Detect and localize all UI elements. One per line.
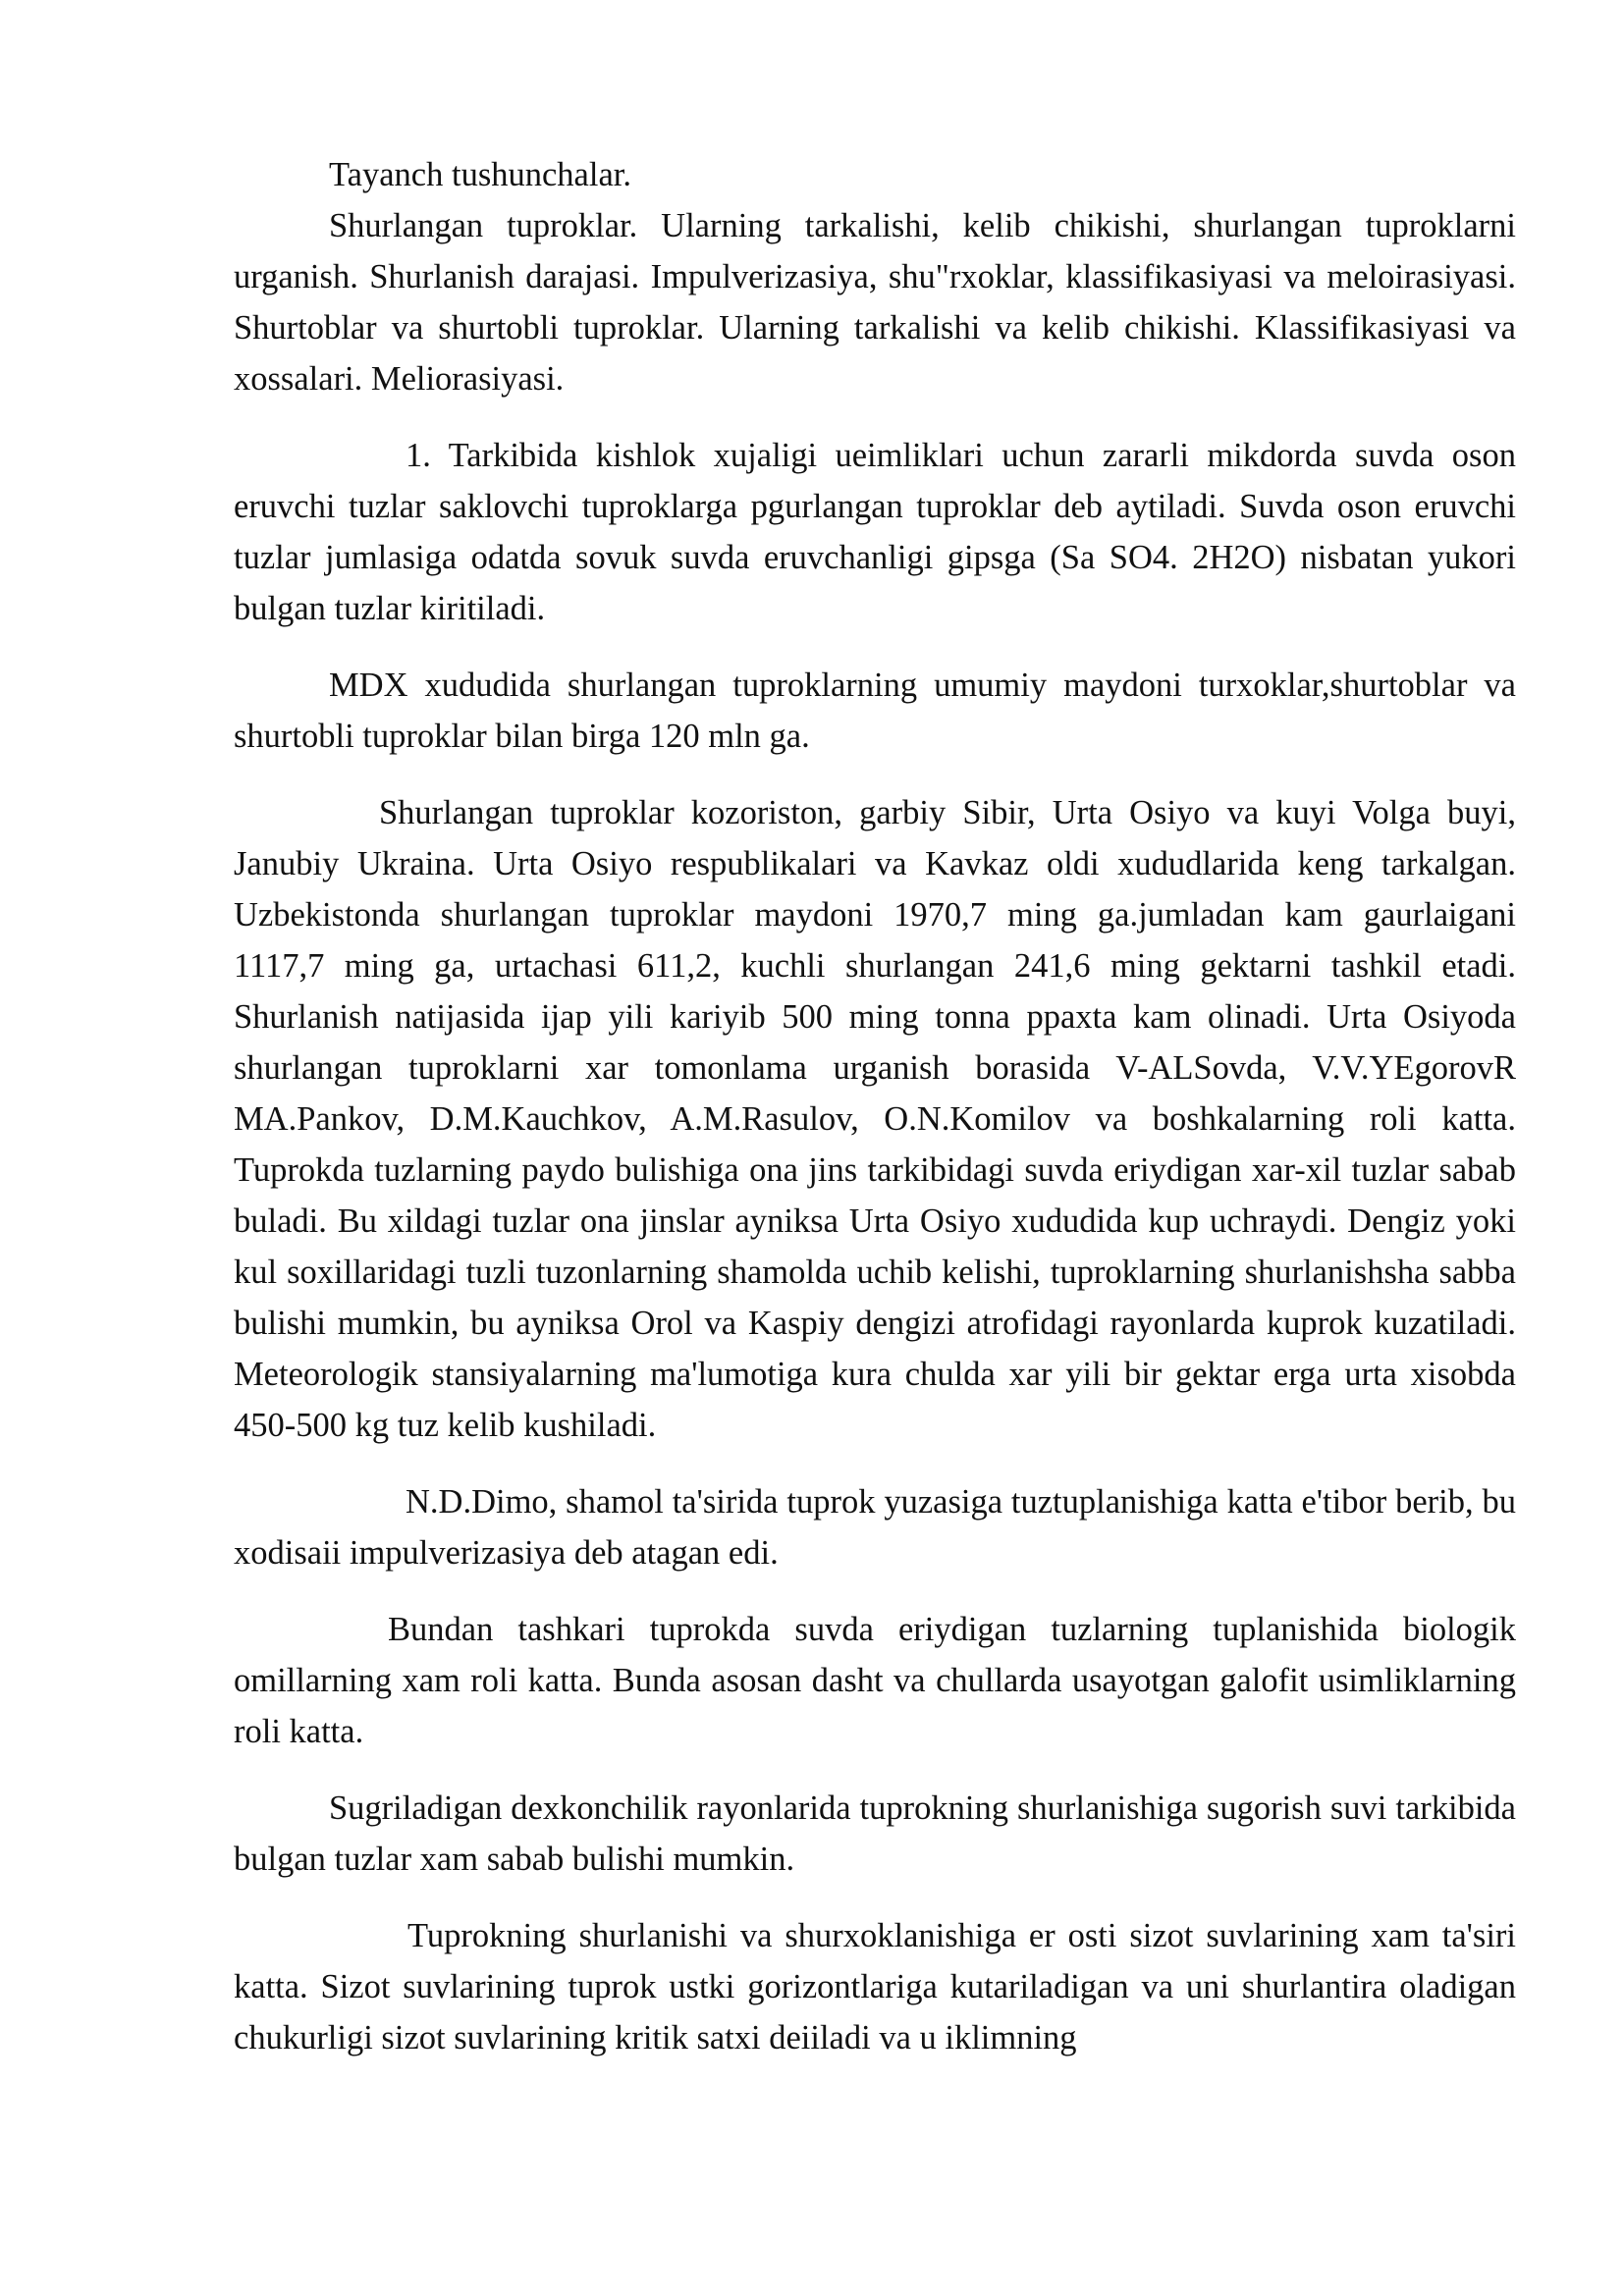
paragraph-1: Shurlangan tuproklar. Ularning tarkalishi, kelib chikishi, shurlangan tuproklarni urganish. Shurlanish darajasi. Impulverizasiya, shu"rxoklar, klassifikasiyasi va meloirasiyasi. Shurtoblar va shurtobli tuproklar. Ularning tarkalishi va kelib chikishi. Klassifikasiyasi va xossalari. Meliorasiyasi. <box>234 207 1516 398</box>
document-body <box>234 149 1516 2063</box>
paragraph-7: Sugriladigan dexkonchilik rayonlarida tuprokning shurlanishiga sugorish suvi tarkibida bulgan tuzlar xam sabab bulishi mumkin. <box>234 1789 1516 1878</box>
paragraph-4: Shurlangan tuproklar kozoriston, garbiy Sibir, Urta Osiyo va kuyi Volga buyi, Janubiy Ukraina. Urta Osiyo respublikalari va Kavkaz oldi xududlarida keng tarkalgan. Uzbekistonda shurlangan tuproklar maydoni 1970,7 ming ga.jumladan kam gaurlaigani 1117,7 ming ga, urtachasi 611,2, kuchli shurlangan 241,6 ming gektarni tashkil etadi. Shurlanish natijasida ijap yili kariyib 500 ming tonna ppaxta kam olinadi. Urta Osiyoda shurlangan tuproklarni xar tomonlama urganish borasida V-ALSovda, V.V.YEgorovR MA.Pankov, D.M.Kauchkov, A.M.Rasulov, O.N.Komilov va boshkalarning roli katta. Tuprokda tuzlarning paydo bulishiga ona jins tarkibidagi suvda eriydigan xar-xil tuzlar sabab buladi. Bu xildagi tuzlar ona jinslar ayniksa Urta Osiyo xududida kup uchraydi. Dengiz yoki kul soxillaridagi tuzli tuzonlarning shamolda uchib kelishi, tuproklarning shurlanishsha sabba bulishi mumkin, bu ayniksa Orol va Kaspiy dengizi atrofidagi rayonlarda kuprok kuzatiladi. Meteorologik stansiyalarning ma'lumotiga kura chulda xar yili bir gektar erga urta xisobda 450-500 kg tuz kelib kushiladi. <box>234 794 1516 1444</box>
paragraph-8: Tuprokning shurlanishi va shurxoklanishiga er osti sizot suvlarining xam ta'siri katta. Sizot suvlarining tuprok ustki gorizontlariga kutariladigan va uni shurlantira oladigan chukurligi sizot suvlarining kritik satxi deiiladi va u iklimning <box>234 1917 1516 2056</box>
paragraph-3: MDX xududida shurlangan tuproklarning umumiy maydoni turxoklar,shurtoblar va shurtobli tuproklar bilan birga 120 mln ga. <box>234 667 1516 755</box>
paragraph-6: Bundan tashkari tuprokda suvda eriydigan tuzlarning tuplanishida biologik omillarning xam roli katta. Bunda asosan dasht va chullarda usayotgan galofit usimliklarning roli katta. <box>234 1611 1516 1750</box>
paragraph-2: 1. Tarkibida kishlok xujaligi ueimliklari uchun zararli mikdorda suvda oson eruvchi tuzlar saklovchi tuproklarga pgurlangan tuproklar deb aytiladi. Suvda oson eruvchi tuzlar jumlasiga odatda sovuk suvda eruvchanligi gipsga (Sa SO4. 2H2O) nisbatan yukori bulgan tuzlar kiritiladi. <box>234 437 1516 627</box>
paragraph-5: N.D.Dimo, shamol ta'sirida tuprok yuzasiga tuztuplanishiga katta e'tibor berib, bu xodisaii impulverizasiya deb atagan edi. <box>234 1483 1516 1572</box>
document-heading: Tayanch tushunchalar. <box>329 156 631 193</box>
